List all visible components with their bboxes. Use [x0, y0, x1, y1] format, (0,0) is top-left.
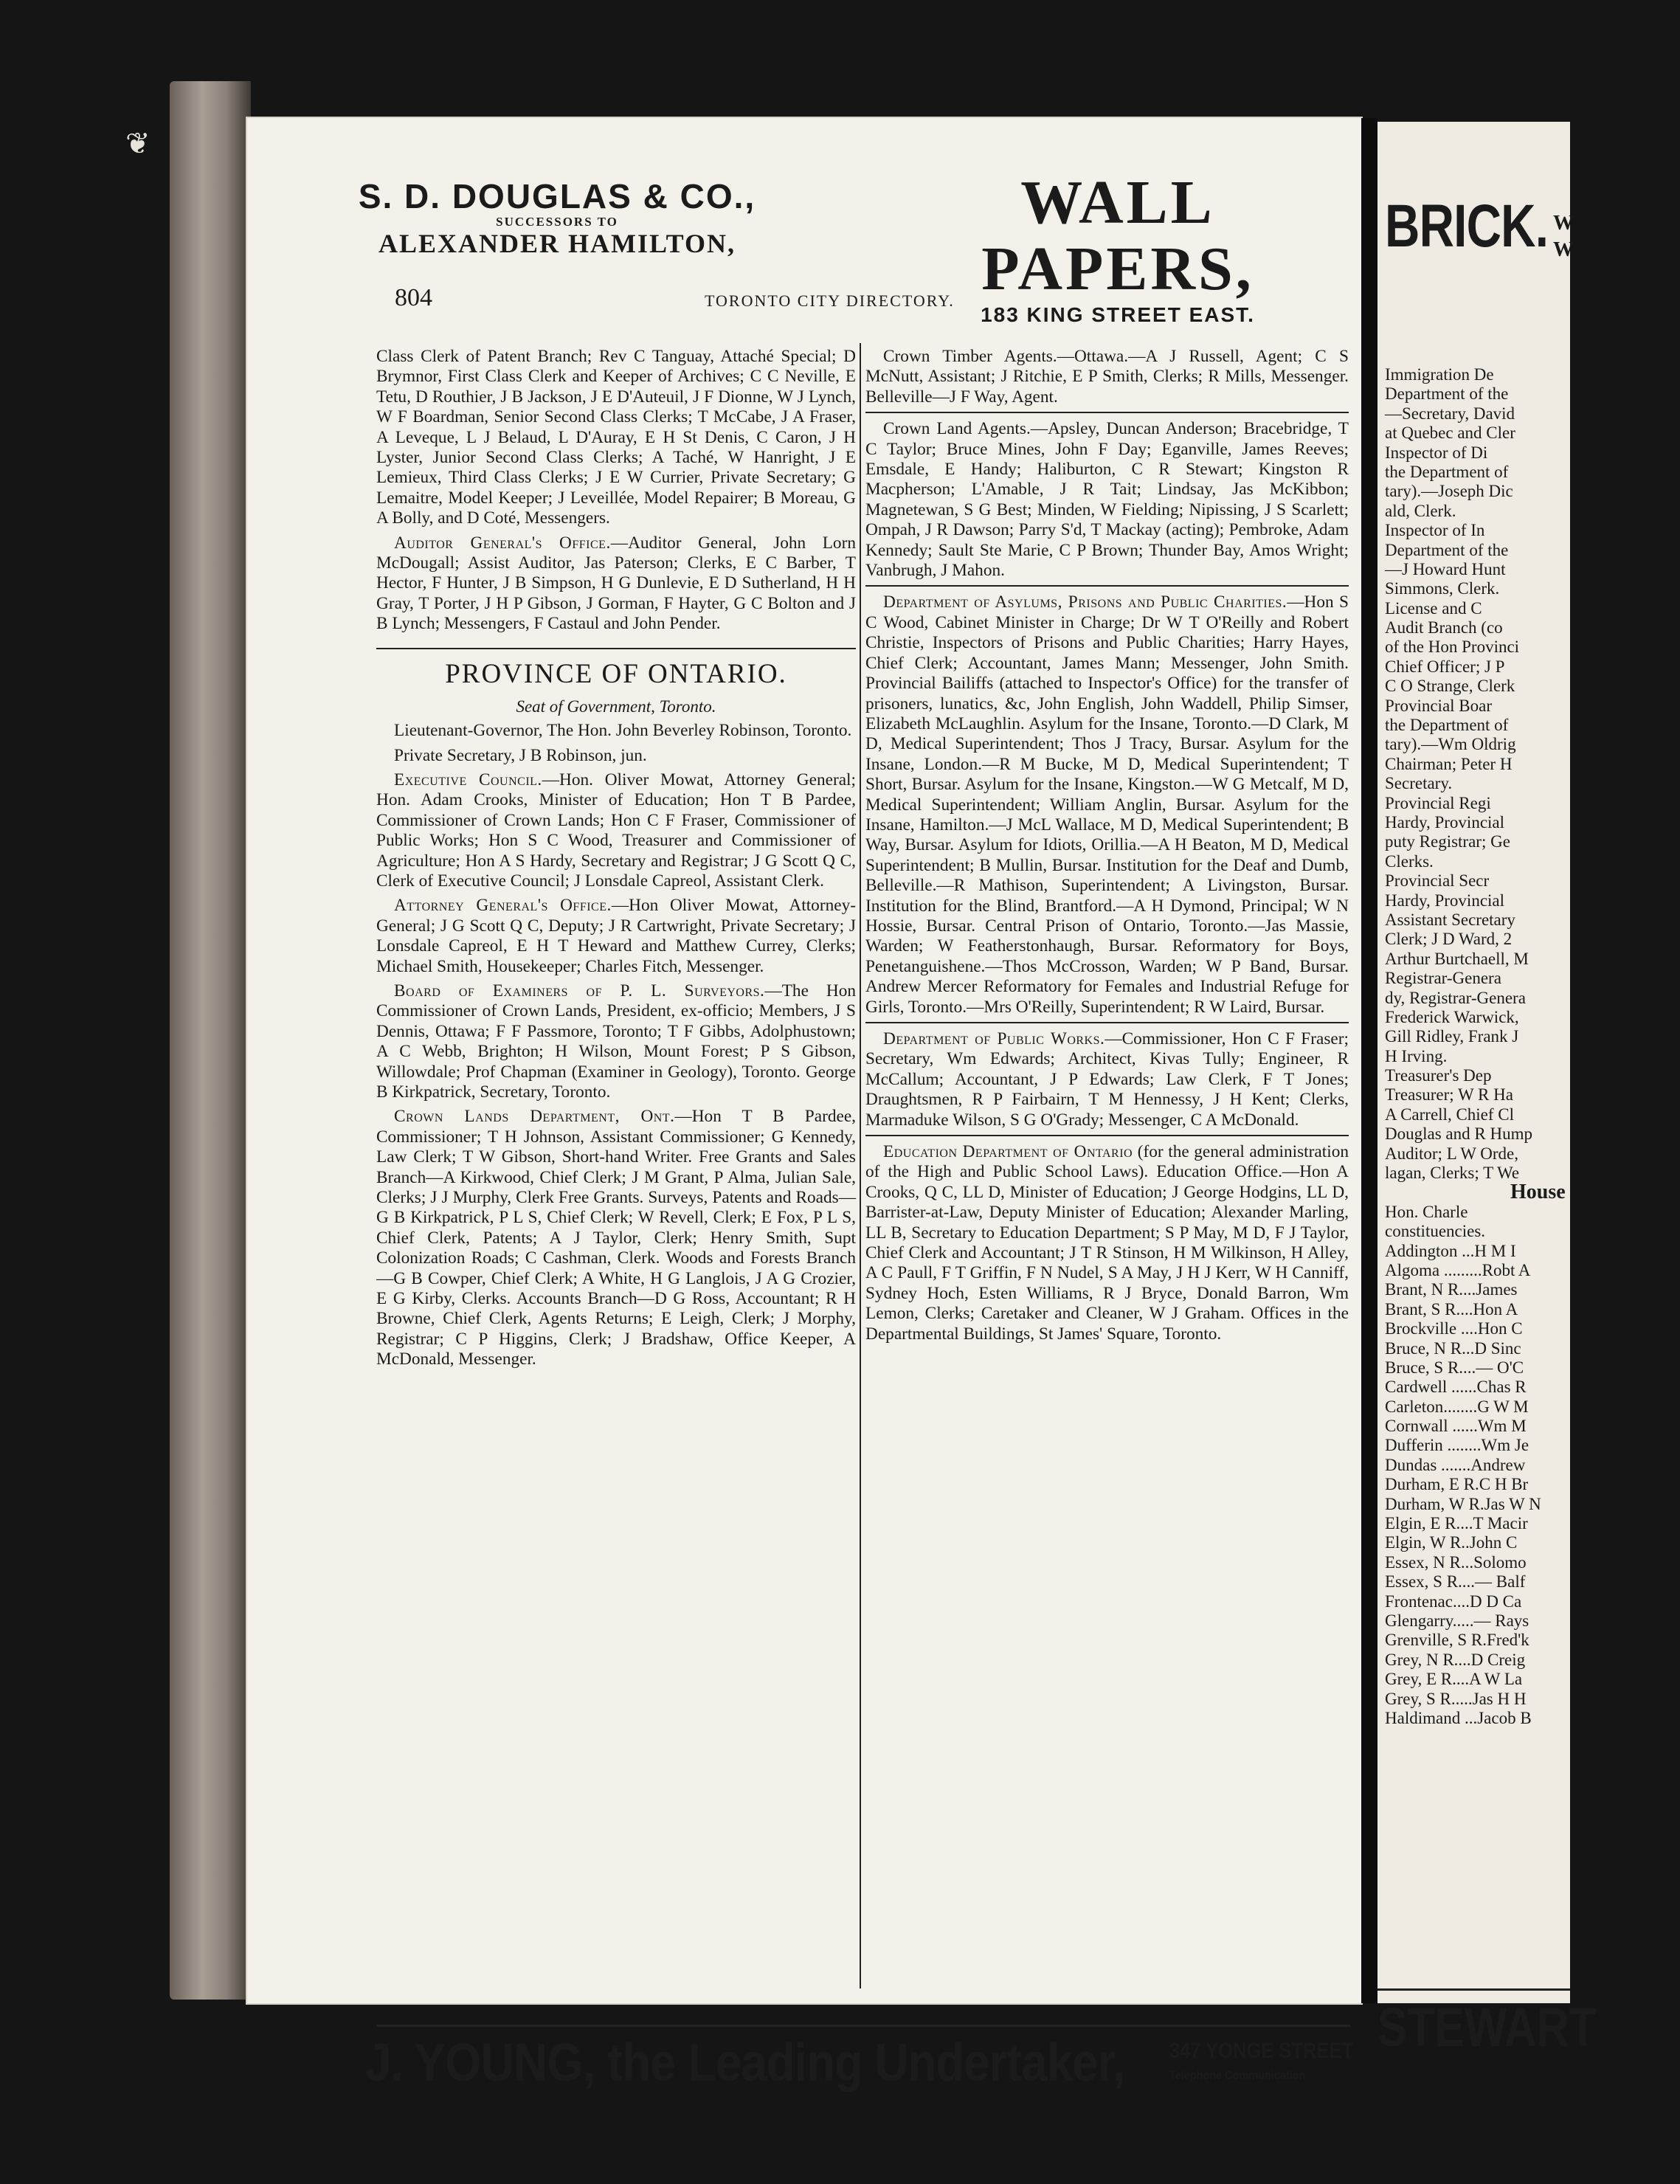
next-page-edge: [1377, 122, 1597, 2058]
next-page-line: Essex, N R...Solomo: [1385, 1552, 1527, 1572]
next-page-line: Grey, N R....D Creig: [1385, 1650, 1526, 1669]
predecessor-name: ALEXANDER HAMILTON,: [378, 229, 736, 258]
entry-text: (for the general administration of the High and Public School Laws). Education Office.—Hon A Crooks, Q C, LL D, Minister of Education; J George Hodgins, LL D, Barrister-at-Law, Deputy Minister of Education; Alexander Marling, LL B, Secretary to Education Department; S P May, M D, F J Taylor, Chief Clerk and Accountant; J T R Stinson, H M Wilkinson, H Alley, A C Paull, F T Griffin, F N Nudel, S A May, J H J Kerr, W H Canniff, Sydney Hoch, Esten Williams, R J Bryce, Donald Barron, Wm Lemon, Clerks; Caretaker and Cleaner, W J Graham. Offices in the Departmental Buildings, St James' Square, Toronto.: [865, 1142, 1349, 1344]
next-page-line: Durham, E R.C H Br: [1385, 1475, 1529, 1494]
next-page-line: Immigration De: [1385, 365, 1494, 384]
entry-text: Private Secretary, J B Robinson, jun.: [394, 745, 647, 765]
next-page-line: Provincial Regi: [1385, 793, 1491, 812]
next-page-line: Gill Ridley, Frank J: [1385, 1027, 1519, 1046]
footer-rule: [376, 2025, 1350, 2027]
directory-entry: [376, 981, 856, 1102]
directory-page: [247, 118, 1361, 2093]
firm-name: S. D. DOUGLAS & CO.,: [358, 177, 756, 215]
section-rule: [865, 1135, 1349, 1136]
next-page-line: License and C: [1385, 598, 1482, 618]
directory-entry: [376, 770, 856, 891]
next-page-line: Department of the: [1385, 384, 1509, 404]
next-page-line: Provincial Secr: [1385, 871, 1490, 891]
next-page-line: Essex, S R....— Balf: [1385, 1572, 1526, 1592]
directory-entry: [376, 533, 856, 635]
next-page-line: Inspector of Di: [1385, 443, 1488, 462]
entry-text: —Hon T B Pardee, Commissioner; T H Johnson, Assistant Commissioner; G Kennedy, Law Clerk; T W Gibson, Short-hand Writer. Free Grants and Sales Branch—A Kirkwood, Chief Clerk; J M Grant, P Alma, Julian Sale, Clerks; J J Murphy, Clerk Free Grants. Surveys, Patents and Roads—G B Kirkpatrick, P L S, Chief Clerk; W Revell, Clerk; E Fox, P L S, Chief Clerk, Patents; A J Taylor, Clerk; Henry Smith, Supt Colonization Roads; C Cashman, Clerk. Woods and Forests Branch—G B Cowper, Chief Clerk; A White, H G Langlois, J A G Crozier, E G Kirby, Clerks. Accounts Branch—D G Ross, Accountant; R H Browne, Chief Clerk, Agents Returns; E Leigh, Clerk; J Morphy, Registrar; C P Higgins, Clerk; J Bradshaw, Office Keeper, A McDonald, Messenger.: [376, 1107, 857, 1369]
next-page-line: House: [1510, 1181, 1566, 1204]
next-page-line: Dundas .......Andrew: [1385, 1455, 1526, 1474]
next-page-line: Bruce, N R...D Sinc: [1385, 1338, 1521, 1358]
directory-entry: [376, 1107, 856, 1369]
next-page-line: Audit Branch (co: [1385, 618, 1503, 637]
next-page-line: Elgin, W R..John C: [1385, 1533, 1518, 1552]
entry-heading: Auditor General's Office.: [394, 533, 611, 553]
next-page-line: Durham, W R.Jas W N: [1385, 1494, 1541, 1513]
next-page-line: Department of the: [1385, 540, 1509, 559]
next-page-line: Glengarry.....— Rays: [1385, 1611, 1529, 1630]
section-rule: [865, 412, 1349, 413]
next-page-line: Simmons, Clerk.: [1385, 579, 1500, 598]
entry-heading: Executive Council.: [394, 770, 542, 789]
telephone-note: Telephone Communication: [1169, 2068, 1306, 2082]
page-number: 804: [395, 284, 432, 311]
next-page-line: tary).—Wm Oldrig: [1385, 735, 1516, 754]
next-page-line: Grenville, S R.Fred'k: [1385, 1631, 1529, 1650]
entry-heading: Board of Examiners of P. L. Surveyors.: [394, 981, 765, 1001]
directory-entry: [865, 1029, 1349, 1130]
entry-text: —Hon S C Wood, Cabinet Minister in Charge; Dr W T O'Reilly and Robert Christie, Inspectors of Prisons and Public Charities; Harry Hayes, Chief Clerk; Accountant, James Mann; Messenger, John Smith. Provincial Bailiffs (attached to Inspector's Office) for the transfer of prisoners, lunatics, &c, John English, John Waddell, Philip Simser, Elizabeth McLaughlin. Asylum for the Insane, Toronto.—D Clark, M D, Medical Superintendent; Thos J Tracy, Bursar. Asylum for the Insane, London.—R M Bucke, M D, Medical Superintendent; T Short, Bursar. Asylum for the Insane, Kingston.—W G Metcalf, M D, Medical Superintendent; William Anglin, Bursar. Asylum for the Insane, Hamilton.—J McL Wallace, M D, Medical Superintendent; B Way, Bursar. Asylum for Idiots, Orillia.—A H Beaton, M D, Medical Superintendent; B Mullin, Bursar. Institution for the Deaf and Dumb, Belleville.—R Mathison, Superintendent; A Livingston, Bursar. Institution for the Blind, Brantford.—A H Dymond, Principal; W N Hossie, Bursar. Central Prison of Ontario, Toronto.—Jas Massie, Warden; W Featherstonhaugh, Bursar. Reformatory for Boys, Penetanguishene.—Thos McCrosson, Warden; W P Band, Bursar. Andrew Mercer Reformatory for Females and Industrial Refuge for Girls, Toronto.—Mrs O'Reilly, Superintendent; R W Laird, Bursar.: [865, 592, 1349, 1017]
next-page-line: Bruce, S R....— O'C: [1385, 1358, 1524, 1377]
brick-side-letter: W: [1553, 238, 1574, 261]
next-page-footer-rule: [1377, 1988, 1570, 1991]
next-page-line: C O Strange, Clerk: [1385, 677, 1515, 696]
directory-entry: [376, 896, 856, 977]
advertiser-address: 347 YONGE STREET: [1169, 2039, 1353, 2063]
next-page-line: Chairman; Peter H: [1385, 754, 1513, 773]
next-page-line: tary).—Joseph Dic: [1385, 482, 1513, 501]
entry-heading: Attorney General's Office.: [394, 896, 612, 916]
entry-heading: Education Department of Ontario: [883, 1142, 1133, 1162]
brick-side-letter: W: [1553, 212, 1574, 235]
directory-entry: [865, 592, 1349, 1017]
next-page-line: puty Registrar; Ge: [1385, 832, 1510, 851]
undertaker-advertisement: [365, 2033, 1361, 2099]
next-page-line: Hardy, Provincial: [1385, 891, 1505, 910]
section-heading: PROVINCE OF ONTARIO.: [376, 648, 856, 691]
page-gutter: [1361, 118, 1377, 2003]
next-page-line: Brant, S R....Hon A: [1385, 1299, 1518, 1319]
entry-heading: Department of Public Works.: [883, 1029, 1105, 1048]
next-page-line: A Carrell, Chief Cl: [1385, 1105, 1515, 1124]
directory-entry: [865, 1142, 1349, 1344]
next-page-line: Cardwell ......Chas R: [1385, 1378, 1527, 1397]
directory-entry: [376, 746, 856, 766]
product-name: WALL PAPERS,: [981, 168, 1254, 303]
next-page-line: at Quebec and Cler: [1385, 424, 1515, 443]
entry-text: —Auditor General, John Lorn McDougall; Assist Auditor, Jas Paterson; Clerks, E C Barber, T Hector, F Hunter, J B Simpson, H G Dunlevie, E D Sutherland, H H Gray, T Porter, J H P Gibson, J Gorman, F Hayter, G C Bolton and J B Lynch; Messengers, F Castaul and John Pender.: [376, 533, 856, 634]
next-page-line: Algoma .........Robt A: [1385, 1260, 1531, 1279]
next-page-line: Dufferin ........Wm Je: [1385, 1436, 1529, 1455]
firm-address: 183 KING STREET EAST.: [981, 303, 1255, 326]
next-page-line: the Department of: [1385, 716, 1509, 735]
next-page-line: of the Hon Provinci: [1385, 637, 1520, 657]
entry-text: Lieutenant-Governor, The Hon. John Beverley Robinson, Toronto.: [394, 721, 852, 741]
seat-of-government: Seat of Government, Toronto.: [516, 697, 716, 716]
next-page-line: dy, Registrar-Genera: [1385, 988, 1526, 1007]
entry-text: —Hon Oliver Mowat, Attorney-General; J G Scott Q C, Deputy; J R Cartwright, Private Secretary; J Lonsdale Capreol, E H T Heward and Matthew Currey, Clerks; Michael Smith, Housekeeper; Charles Fitch, Messenger.: [376, 896, 856, 976]
next-page-line: Frederick Warwick,: [1385, 1007, 1519, 1026]
entry-text: Crown Timber Agents.—Ottawa.—A J Russell, Agent; C S McNutt, Assistant; J Ritchie, E P Smith, Clerks; R Mills, Messenger. Belleville—J F Way, Agent.: [865, 347, 1349, 407]
library-mark-icon: ❦: [125, 127, 151, 160]
next-page-line: Frontenac....D D Ca: [1385, 1592, 1522, 1611]
brick-advertisement: BRICK.: [1385, 193, 1549, 260]
next-page-line: Registrar-Genera: [1385, 969, 1501, 988]
next-page-line: Grey, E R....A W La: [1385, 1670, 1523, 1689]
next-page-line: Hon. Charle: [1385, 1202, 1468, 1221]
directory-entry: [376, 721, 856, 741]
next-page-line: Cornwall ......Wm M: [1385, 1417, 1527, 1436]
next-page-line: Clerk; J D Ward, 2: [1385, 930, 1513, 949]
next-page-line: Grey, S R.....Jas H H: [1385, 1689, 1527, 1708]
section-rule: [865, 585, 1349, 587]
next-page-line: Chief Officer; J P: [1385, 657, 1505, 676]
next-page-line: Secretary.: [1385, 774, 1453, 793]
next-page-line: Arthur Burtchaell, M: [1385, 949, 1529, 968]
next-page-line: —J Howard Hunt: [1385, 559, 1506, 578]
left-column: [376, 347, 856, 2022]
next-page-line: Addington ...H M I: [1385, 1241, 1516, 1260]
entry-text: —Hon. Oliver Mowat, Attorney General; Hon. Adam Crooks, Minister of Education; Hon T B Pardee, Commissioner of Crown Lands; Hon C F Fraser, Commissioner of Public Works; Hon S C Wood, Treasurer and Commissioner of Agriculture; Hon A S Hardy, Secretary and Registrar; J G Scott Q C, Clerk of Executive Council; J Lonsdale Capreol, Assistant Clerk.: [376, 770, 856, 891]
entry-text: Crown Land Agents.—Apsley, Duncan Anderson; Bracebridge, T C Taylor; Bruce Mines, John F Day; Eganville, James Reeves; Emsdale, E Handy; Haliburton, C R Stewart; Kingston R Macpherson; L'Amable, J R Tait; Lindsay, Jas McKibbon; Magnetewan, S G Best; Minden, W Fielding; Nipissing, J S Scarlett; Ompah, J R Dawson; Parry S'd, T Mackay (acting); Pembroke, Adam Kennedy; Sault Ste Marie, C P Brown; Thunder Bay, Amos Wright; Vanbrugh, J Mahon.: [865, 419, 1349, 581]
advertiser-name: J. YOUNG, the Leading Undertaker,: [365, 2033, 1125, 2093]
next-page-line: the Department of: [1385, 462, 1509, 481]
next-page-line: Treasurer's Dep: [1385, 1066, 1492, 1085]
entry-text: —The Hon Commissioner of Crown Lands, President, ex-officio; Members, J S Dennis, Ottawa; F F Passmore, Toronto; T F Gibbs, Adolphustown; A C Webb, Brighton; H Wilson, Mount Forest; P S Gibson, Willowdale; Prof Chapman (Examiner in Geology), Toronto. George B Kirkpatrick, Secretary, Toronto.: [376, 981, 856, 1102]
right-column: [865, 347, 1349, 1985]
successors-line: SUCCESSORS TO: [496, 215, 618, 229]
entry-heading: Department of Asylums, Prisons and Public Charities.: [883, 592, 1287, 612]
next-page-line: H Irving.: [1385, 1046, 1448, 1065]
douglas-advertisement: [343, 177, 771, 258]
brick-side-letters: [1553, 210, 1574, 263]
next-page-line: Treasurer; W R Ha: [1385, 1085, 1513, 1105]
next-page-line: Carleton........G W M: [1385, 1397, 1529, 1416]
next-page-line: Auditor; L W Orde,: [1385, 1144, 1518, 1163]
next-page-line: Inspector of In: [1385, 521, 1485, 540]
directory-entry: [865, 419, 1349, 581]
next-page-line: constituencies.: [1385, 1222, 1486, 1241]
entry-text: —Commissioner, Hon C F Fraser; Secretary, Wm Edwards; Architect, Kivas Tully; Engineer, R McCallum; Accountant, J P Edwards; Law Clerk, F T Jones; Draughtsmen, R P Fairbairn, T M Hennessy, J H Kent; Clerks, Marmaduke Wilson, S G O'Grady; Messenger, C A McDonald.: [865, 1029, 1349, 1130]
next-page-line: —Secretary, David: [1385, 404, 1515, 423]
next-page-line: Brant, N R....James: [1385, 1280, 1518, 1299]
next-page-line: Hardy, Provincial: [1385, 812, 1505, 832]
next-page-footer-advertisement: STEWART: [1377, 1997, 1597, 2058]
column-divider: [860, 343, 861, 1988]
next-page-line: Elgin, E R....T Macir: [1385, 1514, 1528, 1533]
next-page-line: Haldimand ...Jacob B: [1385, 1708, 1532, 1727]
running-title: TORONTO CITY DIRECTORY.: [705, 291, 955, 310]
next-page-line: Assistant Secretary: [1385, 910, 1515, 929]
next-page-line: Clerks.: [1385, 851, 1434, 871]
next-page-line: ald, Clerk.: [1385, 501, 1456, 520]
entry-heading: Crown Lands Department, Ont.: [394, 1107, 675, 1127]
book-spine: [170, 81, 251, 2000]
directory-entry: [376, 347, 856, 529]
directory-entry: [865, 347, 1349, 407]
next-page-line: Douglas and R Hump: [1385, 1124, 1532, 1144]
section-rule: [865, 1022, 1349, 1023]
next-page-column: [1385, 365, 1680, 1728]
entry-text: Class Clerk of Patent Branch; Rev C Tanguay, Attaché Special; D Brymnor, First Class Clerk and Keeper of Archives; C C Neville, E Tetu, D Routhier, J B Jackson, J E D'Auteuil, J F Dionne, W J Lynch, W F Boardman, Senior Second Class Clerks; T McCabe, J A Fraser, A Leveque, L J Belaud, L D'Auray, E H St Denis, C Caron, J H Lyster, Junior Second Class Clerks; A Taché, W Hanright, J E Lemieux, Third Class Clerks; J E W Currier, Private Secretary; G Lemaitre, Model Keeper; J Leveillée, Model Repairer; B Moreau, G A Bolly, and D Coté, Messengers.: [376, 347, 856, 528]
next-page-line: lagan, Clerks; T We: [1385, 1164, 1520, 1183]
next-page-line: Brockville ....Hon C: [1385, 1319, 1523, 1338]
next-page-line: Provincial Boar: [1385, 696, 1492, 715]
